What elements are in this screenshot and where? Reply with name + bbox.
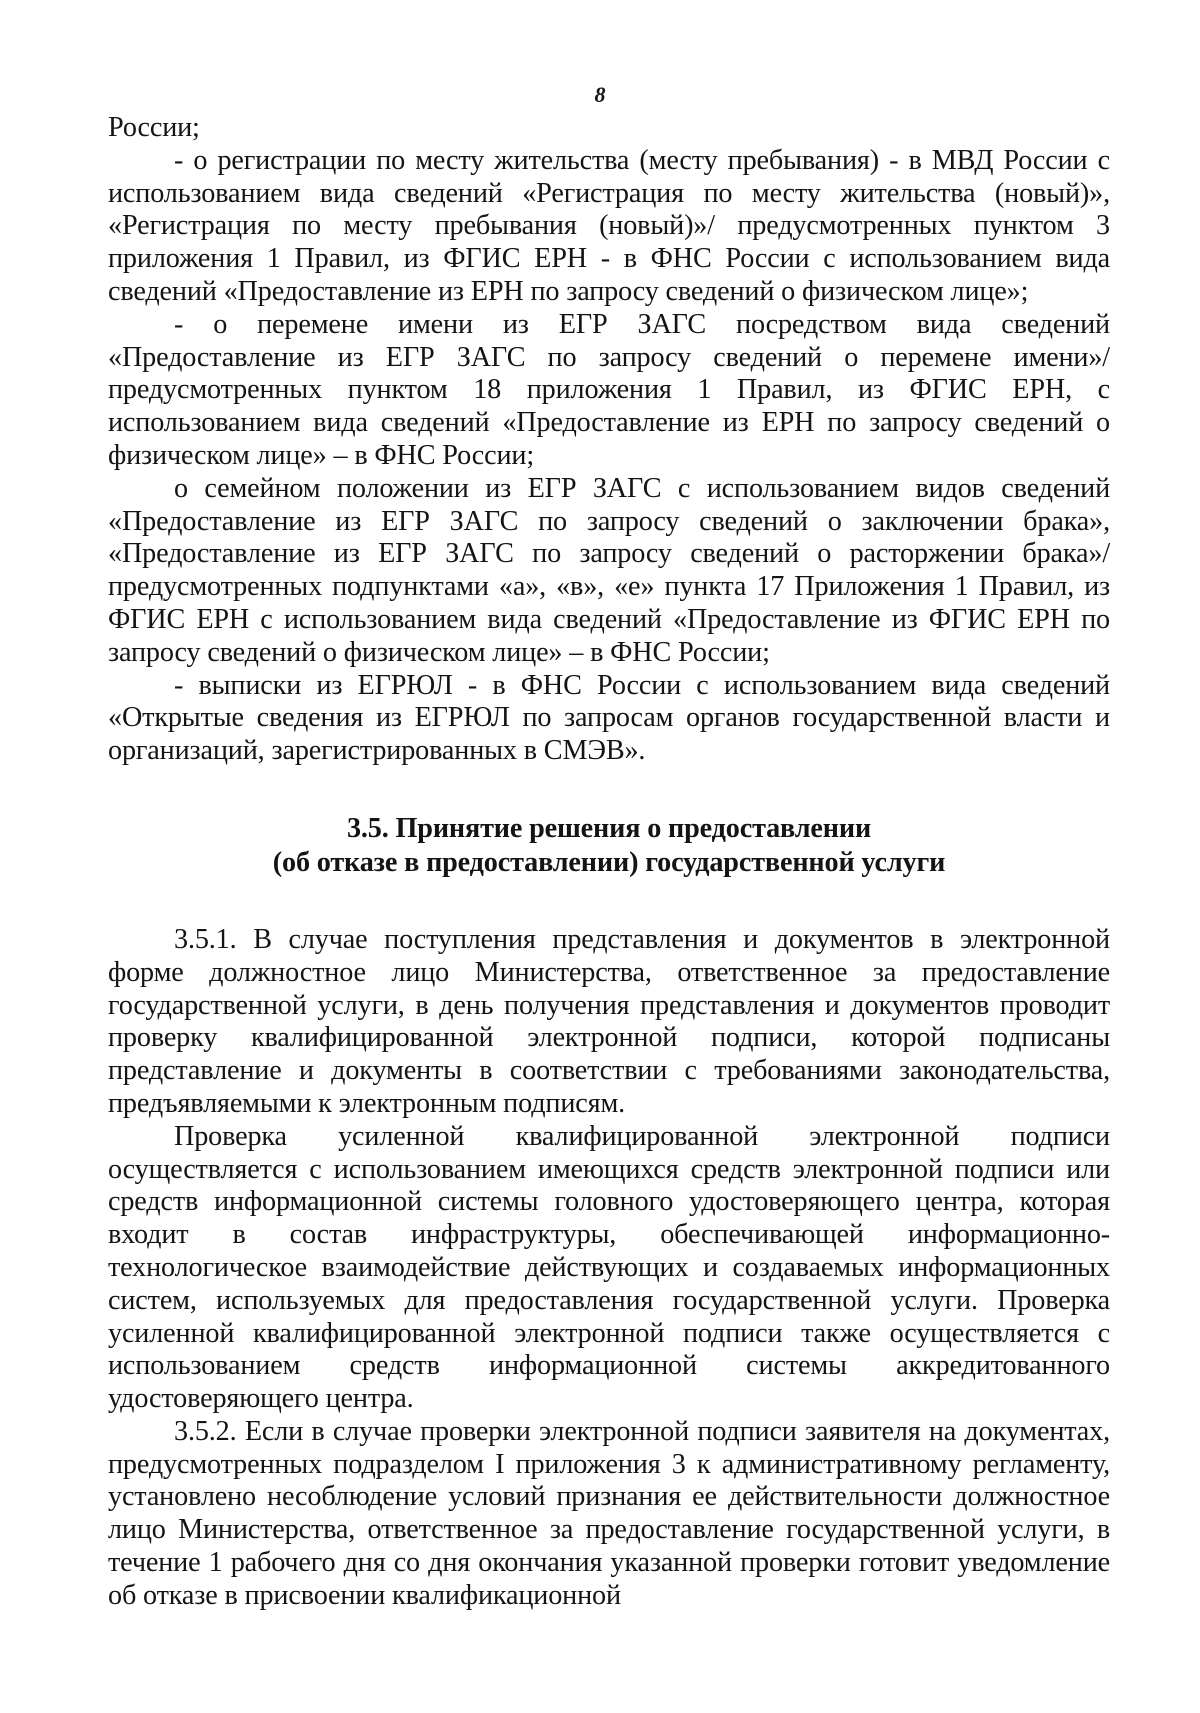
section-heading-line-1: 3.5. Принятие решения о предоставлении <box>346 812 872 844</box>
paragraph-continuation: России; <box>108 112 200 143</box>
paragraph-name-change: - о перемене имени из ЕГР ЗАГС посредством вида сведений «Предоставление из ЕГР ЗАГС по запросу сведений о перемене имени»/предусмотренных пунктом 18 приложения 1 Правил, из ФГИС ЕРН, с использованием вида сведений «Предоставление из ЕРН по запросу сведений о физическом лице» – в ФНС России; <box>108 308 1110 471</box>
document-body <box>108 112 1110 1613</box>
paragraph-3-5-2: 3.5.2. Если в случае проверки электронной подписи заявителя на документах, предусмотренных подразделом I приложения 3 к административному регламенту, установлено несоблюдение условий признания ее действительности должностное лицо Министерства, ответственное за предоставление государственной услуги, в течение 1 рабочего дня со дня окончания указанной проверки готовит уведомление об отказе в присвоении квалификационной <box>108 1415 1110 1611</box>
page-number: 8 <box>594 82 606 107</box>
paragraph-signature-check: Проверка усиленной квалифицированной электронной подписи осуществляется с использованием имеющихся средств электронной подписи или средств информационной системы головного удостоверяющего центра, которая входит в состав инфраструктуры, обеспечивающей информационно-технологическое взаимодействие действующих и создаваемых информационных систем, используемых для предоставления государственной услуги. Проверка усиленной квалифицированной электронной подписи также осуществляется с использованием средств информационной системы аккредитованного удостоверяющего центра. <box>108 1120 1110 1415</box>
paragraph-registration: - о регистрации по месту жительства (месту пребывания) - в МВД России с использованием вида сведений «Регистрация по месту жительства (новый)», «Регистрация по месту пребывания (новый)»/ предусмотренных пунктом 3 приложения 1 Правил, из ФГИС ЕРН - в ФНС России с использованием вида сведений «Предоставление из ЕРН по запросу сведений о физическом лице»; <box>108 144 1110 307</box>
paragraph-3-5-1: 3.5.1. В случае поступления представления и документов в электронной форме должностное лицо Министерства, ответственное за предоставление государственной услуги, в день получения представления и документов проводит проверку квалифицированной электронной подписи, которой подписаны представление и документы в соответствии с требованиями законодательства, предъявляемыми к электронным подписям. <box>108 923 1110 1119</box>
paragraph-egrul-extract: - выписки из ЕГРЮЛ - в ФНС России с использованием вида сведений «Открытые сведения из ЕГРЮЛ по запросам органов государственной власти и организаций, зарегистрированных в СМЭВ». <box>108 669 1110 767</box>
section-heading <box>108 812 1110 880</box>
section-heading-line-2: (об отказе в предоставлении) государственной услуги <box>272 846 946 878</box>
paragraph-marital-status: о семейном положении из ЕГР ЗАГС с использованием видов сведений «Предоставление из ЕГР ЗАГС по запросу сведений о заключении брака», «Предоставление из ЕГР ЗАГС по запросу сведений о расторжении брака»/предусмотренных подпунктами «а», «в», «е» пункта 17 Приложения 1 Правил, из ФГИС ЕРН с использованием вида сведений «Предоставление из ФГИС ЕРН по запросу сведений о физическом лице» – в ФНС России; <box>108 472 1110 668</box>
